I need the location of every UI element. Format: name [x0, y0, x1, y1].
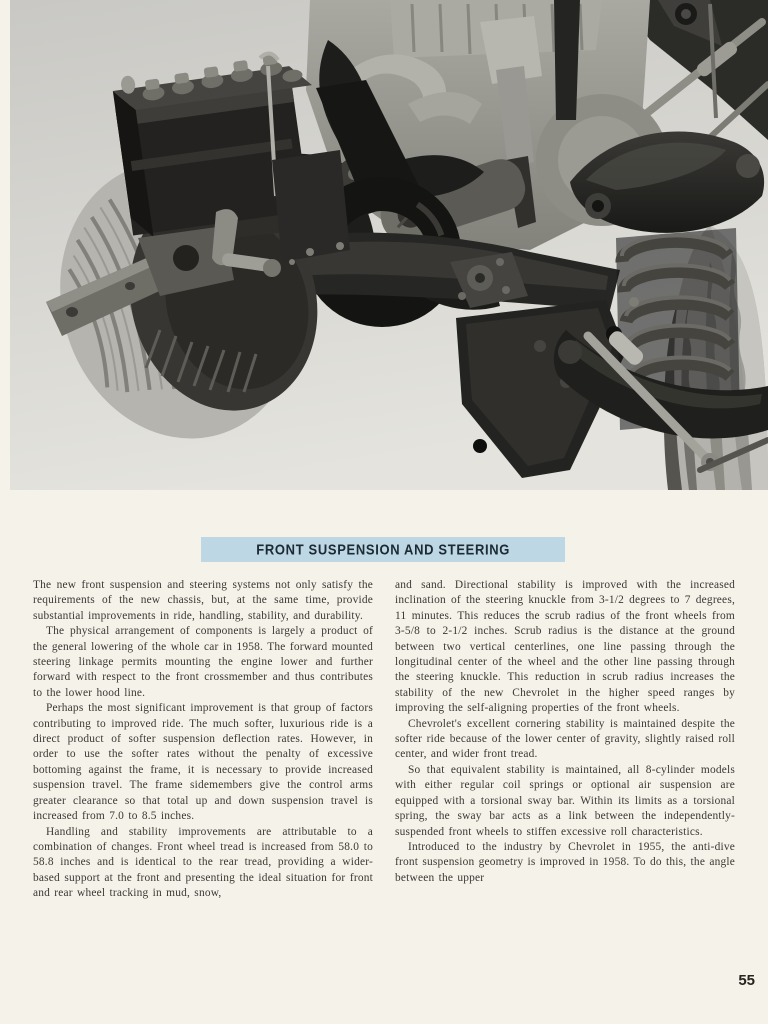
page-number: 55: [738, 972, 755, 989]
chassis-photo-illustration: [10, 0, 768, 490]
paragraph: The physical arrangement of components is largely a product of the general lowering of the whole car in 1958. The forward mounted steering linkage permits mounting the engine lower and further forward with respect to the front crossmember and thus contributes to the lower hood line.: [33, 625, 373, 699]
left-column: [33, 578, 373, 902]
paragraph: Perhaps the most significant improvement is that group of factors contributing to improved ride. The much softer, luxurious ride is a direct product of softer suspension deflection rates. However, in order to use the softer rates without the penalty of excessive bottoming against the frame, it is necessary to provide increased suspension travel. The frame sidemembers give the control arms greater clearance so that total up and down suspension travel is increased from 7.0 to 8.5 inches.: [33, 702, 373, 823]
article-body: [33, 578, 735, 902]
paragraph: The new front suspension and steering systems not only satisfy the requirements of the new chassis, but, at the same time, provide substantial improvements in ride, handling, stability, and durability.: [33, 579, 373, 622]
section-title: FRONT SUSPENSION AND STEERING: [256, 541, 510, 558]
chassis-photo: [10, 0, 768, 490]
paragraph: Chevrolet's excellent cornering stability is maintained despite the softer ride because of the lower center of gravity, slightly raised roll center, and wider front tread.: [395, 717, 735, 761]
paragraph: So that equivalent stability is maintained, all 8-cylinder models with either regular coil springs or optional air suspension are equipped with a torsional sway bar. Within its limits as a torsional spring, the sway bar acts as a link between the independently-suspended front wheels to stiffen excessive roll characteristics.: [395, 763, 735, 838]
paragraph: Introduced to the industry by Chevrolet in 1955, the anti-dive front suspension geometry is improved in 1958. To do this, the angle between the upper: [395, 840, 735, 884]
paragraph: Handling and stability improvements are attributable to a combination of changes. Front wheel tread is increased from 58.0 to 58.8 inches and is identical to the rear tread, providing a wider-based support at the front and presenting the ideal situation for front and rear wheel tracking in mud, snow,: [33, 825, 373, 900]
paragraph: and sand. Directional stability is improved with the increased inclination of the steering knuckle from 3-1/2 degrees to 7 degrees, 11 minutes. This reduces the scrub radius of the front wheels from 3-5/8 to 2-1/2 inches. Scrub radius is the distance at the ground between two vertical centerlines, one line passing through the longitudinal center of the wheel and the other line passing through the steering knuckle. This reduction in scrub radius increases the stability of the new Chevrolet in the higher speed ranges by improving the self-aligning properties of the front wheels.: [395, 579, 735, 715]
right-column: [395, 578, 735, 902]
section-heading-bar: [201, 537, 565, 562]
